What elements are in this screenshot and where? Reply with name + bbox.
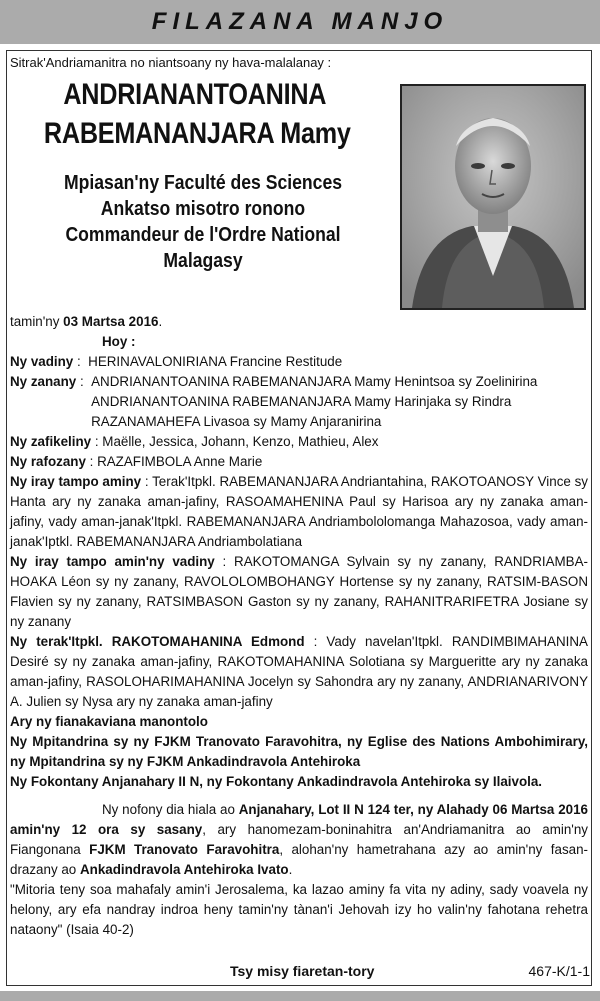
siblings-paragraph: Ny iray tampo aminy : Terak'Itpkl. RABEMANANJARA Andriantahina, RAKOTOANOSY Vince sy Hanta ary ny zanaka aman-jafiny, RASOAMAHENINA Paul sy Harisoa ary ny zanaka aman-jafiny, vady aman-janak'Itpkl. RABEMANANJARA Andriambololomanga Mahazosoa, vady aman-janak'Iptkl. RABEMANANJARA Andriambolatiana <box>10 474 588 549</box>
footer-bar <box>0 991 600 1001</box>
children-list <box>91 372 588 432</box>
church-paragraph: Ny Mpitandrina sy ny FJKM Tranovato Faravohitra, ny Eglise des Nations Ambohimirary, ny Mpitandrina sy ny FJKM Ankadindravola Antehiroka <box>10 734 588 769</box>
extended-family-line: Ary ny fianakaviana manontolo <box>10 714 208 729</box>
deceased-titles <box>8 170 398 274</box>
title-line: Ankatso misotro ronono <box>100 198 306 220</box>
spouse-label: Ny vadiny <box>10 354 74 369</box>
list-item: ANDRIANANTOANINA RABEMANANJARA Mamy Henintsoa sy Zoelinirina <box>91 374 538 389</box>
notice-body <box>10 312 588 940</box>
header-banner <box>0 0 600 44</box>
fokontany-line: Ny Fokontany Anjanahary II N, ny Fokontany Ankadindravola Antehiroka sy Ilaivola. <box>10 774 543 789</box>
spouse-value: HERINAVALONIRIANA Francine Restitude <box>88 354 343 369</box>
signature: Tsy misy fiaretan-tory <box>230 963 375 979</box>
grandchildren-line: Ny zafikeliny : Maëlle, Jessica, Johann, Kenzo, Mathieu, Alex <box>10 434 379 449</box>
intro-text: Sitrak'Andriamanitra no niantsoany ny hava-malalanay : <box>10 55 332 70</box>
deceased-name-line2: RABEMANANJARA Mamy <box>43 117 351 150</box>
hoy-line: Hoy : <box>102 334 136 349</box>
date-line: tamin'ny 03 Martsa 2016. <box>10 314 163 329</box>
bible-quote: "Mitoria teny soa mahafaly amin'i Jerosalema, ka lazao aminy fa vita ny adiny, sady voavela ny helony, ary efa nandray indroa heny tamin'ny tànan'i Jehovah izy ho valin'ny fahotana rehetra nataony" (Isaia 40-2) <box>10 882 588 937</box>
title-line: Commandeur de l'Ordre National <box>65 224 341 246</box>
in-laws-line: Ny rafozany : RAZAFIMBOLA Anne Marie <box>10 454 263 469</box>
list-item: ANDRIANANTOANINA RABEMANANJARA Mamy Harinjaka sy Rindra <box>91 394 512 409</box>
reference-number: 467-K/1-1 <box>528 963 590 979</box>
children-row: Ny zanany : ANDRIANANTOANINA RABEMANANJARA Mamy Henintsoa sy Zoelinirina ANDRIANANTOANINA RABEMANANJARA Mamy Harinjaka sy Rindra RAZANAMAHEFA Livasoa sy Mamy Anjaranirina <box>10 372 588 432</box>
title-line: Malagasy <box>163 250 243 272</box>
children-label: Ny zanany <box>10 374 77 389</box>
deceased-photo <box>400 84 586 310</box>
descendants-paragraph: Ny terak'Itpkl. RAKOTOMAHANINA Edmond : Vady navelan'Itpkl. RANDIMBIMAHANINA Desiré sy ny zanaka aman-jafiny, RAKOTOMAHANINA Solotiana sy Margueritte ary ny zanaka aman-jafiny, RASOLOHARIMAHANINA Jocelyn sy Sahondra ary ny zanany, ANDRIANARIVONY A. Julien sy Nysa ary ny zanaka aman-jafiny <box>10 634 588 709</box>
spouse-siblings-paragraph: Ny iray tampo amin'ny vadiny : RAKOTOMANGA Sylvain sy ny zanany, RANDRIAMBA-HOAKA Léon sy ny zanany, RAVOLOLOMBOHANGY Hortense sy ny zanany, RATSIM-BASON Flavien sy ny zanany, RATSIMBASON Gaston sy ny zanany, RAHANITRARIFETRA Josiane sy ny zanany <box>10 554 588 629</box>
header-title: FILAZANA MANJO <box>151 8 449 35</box>
portrait-image <box>402 86 584 308</box>
burial-paragraph: Ny nofony dia hiala ao Anjanahary, Lot II N 124 ter, ny Alahady 06 Martsa 2016 amin'ny 12 ora sy sasany, ary hanomezam-boninahitra an'Andriamanitra ao amin'ny Fiangonana FJKM Tranovato Faravohitra, alohan'ny hametrahana azy ao amin'ny fasan-drazany ao Ankadindravola Antehiroka Ivato. <box>10 802 588 877</box>
title-line: Mpiasan'ny Faculté des Sciences <box>63 172 343 194</box>
deceased-name-line1: ANDRIANANTOANINA <box>63 78 327 111</box>
list-item: RAZANAMAHEFA Livasoa sy Mamy Anjaranirina <box>91 414 382 429</box>
spouse-row: Ny vadiny : HERINAVALONIRIANA Francine Restitude <box>10 352 588 372</box>
death-date: 03 Martsa 2016 <box>63 314 159 329</box>
